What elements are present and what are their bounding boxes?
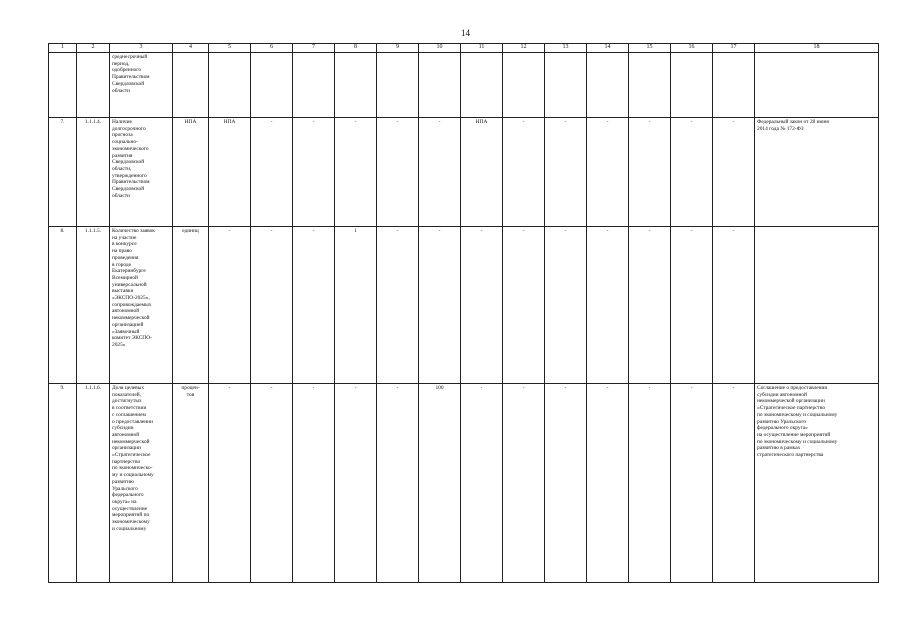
value-cell [461, 53, 503, 118]
value-cell [377, 53, 419, 118]
value-cell: - [419, 118, 461, 227]
value-cell: 100 [419, 384, 461, 583]
unit-cell [173, 53, 209, 118]
indicator-name: Количество заявок на участие в конкурсе на право проведения в городе Екатеринбурге Всемирной универсальной выставки «ЭКСПО-2025», сопровождаемых автономной некоммерческой организацией «Заявочный комитет ЭКСПО- 2025» [110, 227, 173, 384]
row-code: 1.1.1.5. [77, 227, 110, 384]
value-cell: - [503, 384, 545, 583]
value-cell: - [545, 384, 587, 583]
value-cell: - [629, 384, 671, 583]
value-cell: - [209, 384, 251, 583]
value-cell: - [629, 227, 671, 384]
note-cell: Соглашение о предоставлении субсидии автономной некоммерческой организации «Стратегическое партнерство по экономическому и социальному развитию Уральского федерального округа» на осуществление мероприятий по экономическому и социальному развитию в рамках стратегического партнерства [755, 384, 879, 583]
value-cell [293, 53, 335, 118]
column-header: 3 [110, 44, 173, 53]
value-cell: - [713, 384, 755, 583]
column-header: 13 [545, 44, 587, 53]
value-cell [503, 53, 545, 118]
value-cell: - [545, 227, 587, 384]
row-number: 7. [49, 118, 77, 227]
column-header: 5 [209, 44, 251, 53]
value-cell: - [587, 384, 629, 583]
unit-cell: НПА [173, 118, 209, 227]
unit-cell: единиц [173, 227, 209, 384]
value-cell: - [671, 118, 713, 227]
column-header: 17 [713, 44, 755, 53]
value-cell: - [293, 118, 335, 227]
table-row [49, 118, 879, 227]
column-header: 16 [671, 44, 713, 53]
value-cell: - [293, 384, 335, 583]
value-cell: - [251, 118, 293, 227]
row-number: 8. [49, 227, 77, 384]
table-row [49, 53, 879, 118]
row-code: 1.1.1.6. [77, 384, 110, 583]
indicators-table [48, 43, 879, 583]
value-cell: - [335, 384, 377, 583]
column-header: 7 [293, 44, 335, 53]
value-cell: - [461, 384, 503, 583]
value-cell: - [587, 227, 629, 384]
column-header: 18 [755, 44, 879, 53]
value-cell: - [377, 384, 419, 583]
value-cell: - [587, 118, 629, 227]
column-header: 12 [503, 44, 545, 53]
note-cell [755, 53, 879, 118]
value-cell: - [713, 118, 755, 227]
table-row [49, 227, 879, 384]
row-number: 9. [49, 384, 77, 583]
column-header: 1 [49, 44, 77, 53]
value-cell [545, 53, 587, 118]
value-cell: - [419, 227, 461, 384]
column-header: 6 [251, 44, 293, 53]
value-cell: НПА [461, 118, 503, 227]
value-cell: - [209, 227, 251, 384]
value-cell: - [335, 118, 377, 227]
column-header: 8 [335, 44, 377, 53]
value-cell [587, 53, 629, 118]
indicator-name: среднесрочный период, одобренного Правительством Свердловской области [110, 53, 173, 118]
value-cell [629, 53, 671, 118]
value-cell [209, 53, 251, 118]
value-cell [335, 53, 377, 118]
value-cell: - [671, 227, 713, 384]
value-cell: - [629, 118, 671, 227]
value-cell: 1 [335, 227, 377, 384]
value-cell: - [461, 227, 503, 384]
table-row [49, 384, 879, 583]
column-header: 9 [377, 44, 419, 53]
value-cell [251, 53, 293, 118]
value-cell [419, 53, 461, 118]
value-cell: - [251, 227, 293, 384]
unit-cell: процен- тов [173, 384, 209, 583]
note-cell [755, 227, 879, 384]
column-header: 15 [629, 44, 671, 53]
note-cell: Федеральный закон от 28 июня 2014 года № 172-ФЗ [755, 118, 879, 227]
value-cell: - [251, 384, 293, 583]
column-header: 2 [77, 44, 110, 53]
column-header: 14 [587, 44, 629, 53]
value-cell: - [671, 384, 713, 583]
value-cell: - [293, 227, 335, 384]
value-cell: - [503, 118, 545, 227]
page-number: 14 [461, 28, 470, 38]
column-header: 11 [461, 44, 503, 53]
value-cell: - [377, 118, 419, 227]
column-header: 10 [419, 44, 461, 53]
row-code: 1.1.1.4. [77, 118, 110, 227]
value-cell [671, 53, 713, 118]
value-cell: - [713, 227, 755, 384]
value-cell: - [377, 227, 419, 384]
value-cell [713, 53, 755, 118]
value-cell: - [503, 227, 545, 384]
value-cell: НПА [209, 118, 251, 227]
column-number-row [49, 44, 879, 53]
row-code [77, 53, 110, 118]
column-header: 4 [173, 44, 209, 53]
value-cell: - [545, 118, 587, 227]
row-number [49, 53, 77, 118]
indicator-name: Наличие долгосрочного прогноза социально- экономического развития Свердловской области, утвержденного Правительством Свердловской области [110, 118, 173, 227]
indicator-name: Доля целевых показателей, достигнутых в соответствии с соглашением о предоставлении субсидии автономной некоммерческой организации «Стратегическое партнерство по экономическо- му и социальному развитию Уральского федерального округа» на осуществление мероприятий по экономическому и социальному [110, 384, 173, 583]
